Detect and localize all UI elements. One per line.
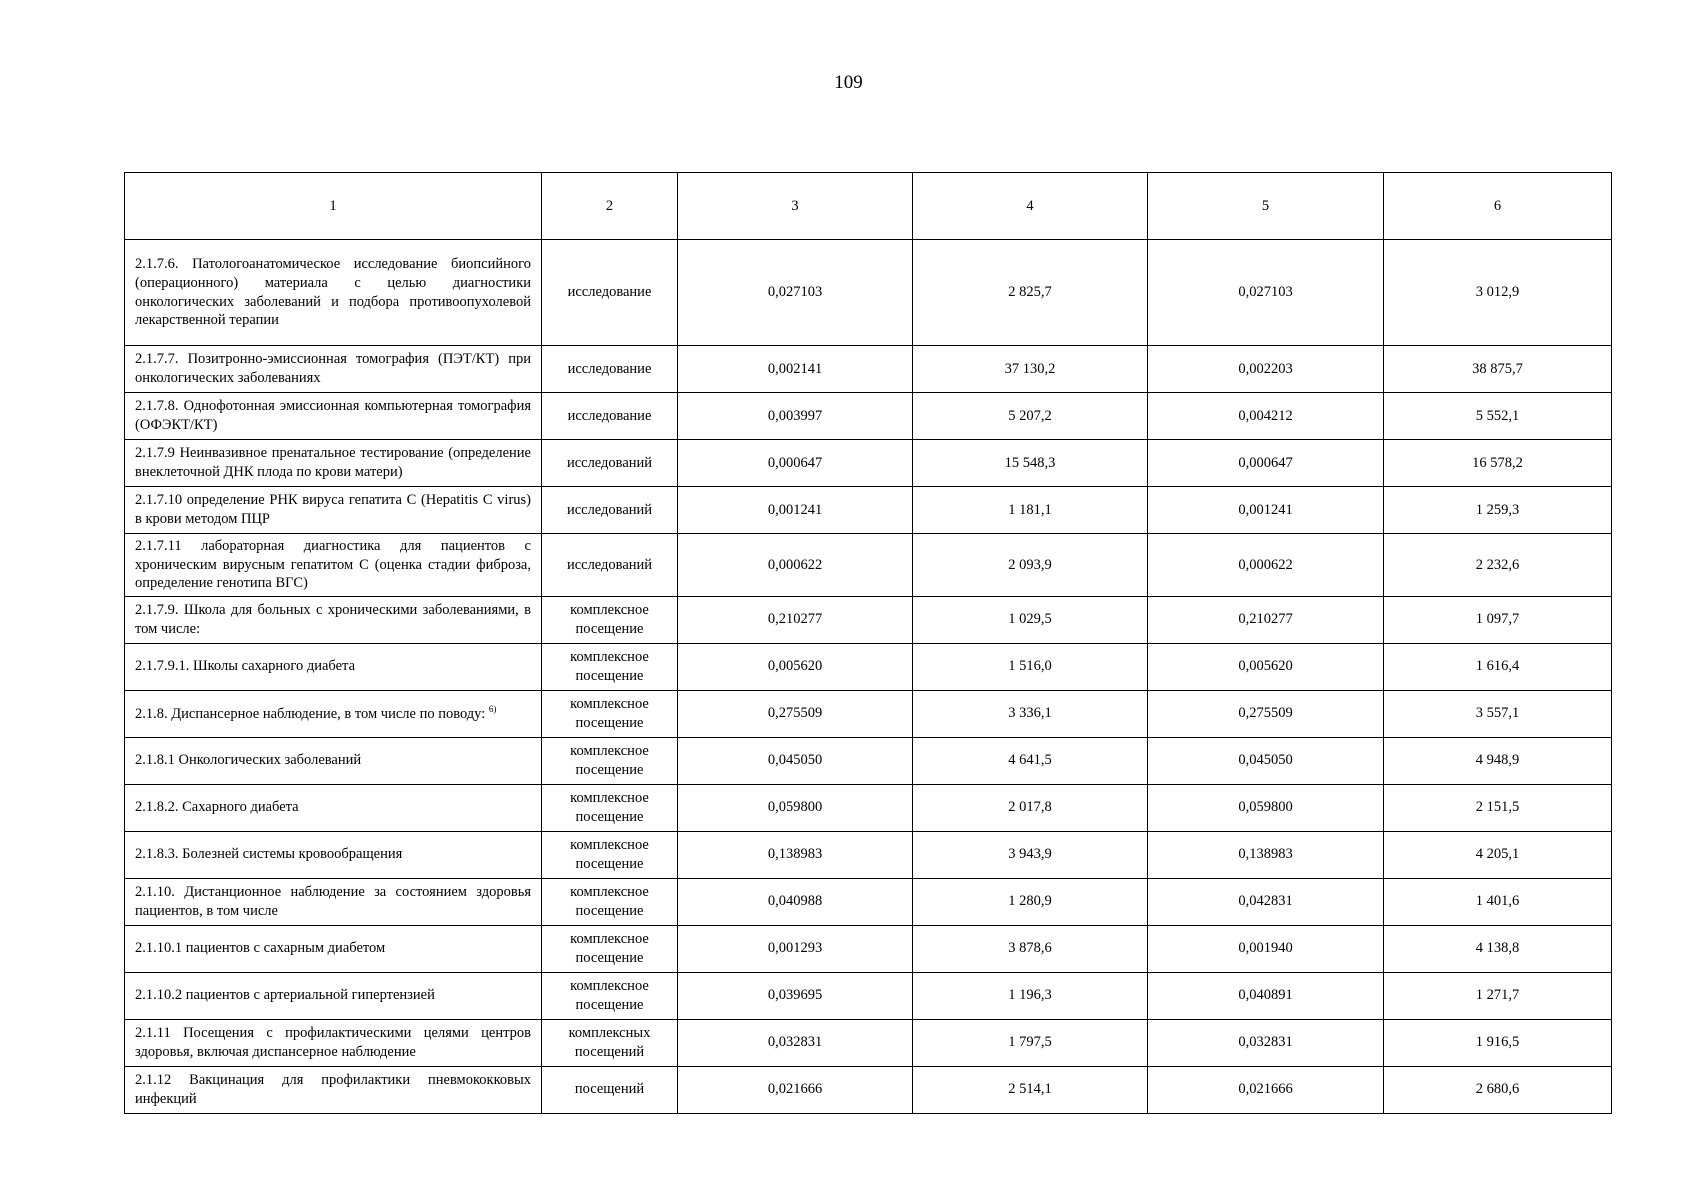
row-value-col5: 0,059800: [1148, 784, 1384, 831]
row-value-col6: 1 401,6: [1384, 878, 1612, 925]
row-value-col6: 3 012,9: [1384, 240, 1612, 346]
page-number: 109: [834, 72, 863, 93]
row-value-col5: 0,005620: [1148, 643, 1384, 690]
column-header: 6: [1384, 173, 1612, 240]
row-value-col6: 16 578,2: [1384, 440, 1612, 487]
row-value-col3: 0,000647: [678, 440, 913, 487]
row-value-col5: 0,001241: [1148, 487, 1384, 534]
table-row: [125, 690, 1612, 737]
row-name-cell: [125, 1066, 542, 1113]
row-value-col4: 3 336,1: [913, 690, 1148, 737]
table-row: [125, 440, 1612, 487]
row-name: 2.1.7.8. Однофотонная эмиссионная компьютерная томография (ОФЭКТ/КТ): [135, 398, 531, 433]
row-unit: комплексное посещение: [542, 643, 678, 690]
row-name: 2.1.7.7. Позитронно-эмиссионная томография (ПЭТ/КТ) при онкологических заболеваниях: [135, 351, 531, 386]
row-value-col6: 4 948,9: [1384, 737, 1612, 784]
row-value-col6: 1 097,7: [1384, 596, 1612, 643]
column-header: 3: [678, 173, 913, 240]
row-name-cell: [125, 784, 542, 831]
row-value-col3: 0,000622: [678, 534, 913, 597]
row-name: 2.1.10.1 пациентов с сахарным диабетом: [135, 940, 386, 957]
row-value-col4: 1 797,5: [913, 1019, 1148, 1066]
row-value-col3: 0,040988: [678, 878, 913, 925]
table-row: [125, 1019, 1612, 1066]
row-unit: комплексное посещение: [542, 690, 678, 737]
row-value-col6: 1 271,7: [1384, 972, 1612, 1019]
row-name: 2.1.8.3. Болезней системы кровообращения: [135, 846, 403, 863]
row-value-col3: 0,210277: [678, 596, 913, 643]
row-name-cell: [125, 643, 542, 690]
row-value-col3: 0,027103: [678, 240, 913, 346]
row-name-cell: [125, 972, 542, 1019]
row-name: 2.1.10.2 пациентов с артериальной гипертензией: [135, 987, 435, 1004]
row-name: 2.1.7.9.1. Школы сахарного диабета: [135, 658, 356, 675]
row-name-cell: [125, 487, 542, 534]
row-unit: комплексное посещение: [542, 596, 678, 643]
table-row: [125, 487, 1612, 534]
row-value-col4: 4 641,5: [913, 737, 1148, 784]
row-value-col5: 0,032831: [1148, 1019, 1384, 1066]
row-name: 2.1.11 Посещения с профилактическими целями центров здоровья, включая диспансерное наблюдение: [135, 1025, 531, 1060]
row-value-col5: 0,021666: [1148, 1066, 1384, 1113]
row-value-col4: 37 130,2: [913, 346, 1148, 393]
row-unit: комплексное посещение: [542, 972, 678, 1019]
row-value-col3: 0,005620: [678, 643, 913, 690]
row-value-col3: 0,032831: [678, 1019, 913, 1066]
row-value-col6: 4 138,8: [1384, 925, 1612, 972]
row-value-col3: 0,003997: [678, 393, 913, 440]
row-name-cell: [125, 737, 542, 784]
row-unit: комплексное посещение: [542, 925, 678, 972]
row-value-col3: 0,059800: [678, 784, 913, 831]
row-value-col6: 3 557,1: [1384, 690, 1612, 737]
row-value-col5: 0,001940: [1148, 925, 1384, 972]
row-value-col4: 3 878,6: [913, 925, 1148, 972]
row-value-col3: 0,001241: [678, 487, 913, 534]
row-unit: исследований: [542, 534, 678, 597]
row-unit: исследований: [542, 440, 678, 487]
row-value-col4: 1 280,9: [913, 878, 1148, 925]
row-value-col4: 1 196,3: [913, 972, 1148, 1019]
row-value-col4: 2 825,7: [913, 240, 1148, 346]
row-name-cell: [125, 925, 542, 972]
row-name: 2.1.10. Дистанционное наблюдение за состоянием здоровья пациентов, в том числе: [135, 884, 531, 919]
column-header: 4: [913, 173, 1148, 240]
row-name: 2.1.7.10 определение РНК вируса гепатита C (Hepatitis C virus) в крови методом ПЦР: [135, 492, 531, 527]
row-name-cell: [125, 440, 542, 487]
row-unit: исследование: [542, 393, 678, 440]
row-value-col5: 0,004212: [1148, 393, 1384, 440]
row-value-col3: 0,021666: [678, 1066, 913, 1113]
table-row: [125, 878, 1612, 925]
table-row: [125, 240, 1612, 346]
column-header: 5: [1148, 173, 1384, 240]
row-name: 2.1.7.6. Патологоанатомическое исследование биопсийного (операционного) материала с целью диагностики онкологических заболеваний и подбора противоопухолевой лекарственной терапии: [135, 256, 531, 329]
table-row: [125, 831, 1612, 878]
row-name: 2.1.12 Вакцинация для профилактики пневмококковых инфекций: [135, 1072, 531, 1107]
row-unit: комплексных посещений: [542, 1019, 678, 1066]
row-value-col5: 0,138983: [1148, 831, 1384, 878]
row-value-col5: 0,000647: [1148, 440, 1384, 487]
row-value-col4: 1 029,5: [913, 596, 1148, 643]
row-name-cell: [125, 831, 542, 878]
row-value-col5: 0,040891: [1148, 972, 1384, 1019]
row-value-col5: 0,275509: [1148, 690, 1384, 737]
row-value-col4: 1 516,0: [913, 643, 1148, 690]
row-name-cell: [125, 534, 542, 597]
row-value-col4: 3 943,9: [913, 831, 1148, 878]
row-value-col4: 1 181,1: [913, 487, 1148, 534]
row-name: 2.1.8.2. Сахарного диабета: [135, 799, 299, 816]
row-value-col3: 0,275509: [678, 690, 913, 737]
row-value-col5: 0,042831: [1148, 878, 1384, 925]
row-value-col3: 0,002141: [678, 346, 913, 393]
row-unit: исследование: [542, 240, 678, 346]
row-value-col6: 38 875,7: [1384, 346, 1612, 393]
row-value-col5: 0,000622: [1148, 534, 1384, 597]
row-value-col3: 0,138983: [678, 831, 913, 878]
table-row: [125, 596, 1612, 643]
table-row: [125, 737, 1612, 784]
row-value-col5: 0,210277: [1148, 596, 1384, 643]
row-value-col6: 2 151,5: [1384, 784, 1612, 831]
row-name: 2.1.7.11 лабораторная диагностика для пациентов с хроническим вирусным гепатитом C (оценка стадии фиброза, определение генотипа ВГС): [135, 538, 531, 592]
row-value-col6: 1 916,5: [1384, 1019, 1612, 1066]
row-value-col4: 2 017,8: [913, 784, 1148, 831]
column-header: 1: [125, 173, 542, 240]
row-value-col5: 0,027103: [1148, 240, 1384, 346]
row-value-col4: 2 093,9: [913, 534, 1148, 597]
table-row: [125, 925, 1612, 972]
table-row: [125, 972, 1612, 1019]
row-value-col5: 0,002203: [1148, 346, 1384, 393]
row-name-cell: [125, 393, 542, 440]
row-value-col6: 2 232,6: [1384, 534, 1612, 597]
row-unit: комплексное посещение: [542, 737, 678, 784]
row-value-col3: 0,001293: [678, 925, 913, 972]
row-value-col4: 2 514,1: [913, 1066, 1148, 1113]
row-value-col6: 1 259,3: [1384, 487, 1612, 534]
row-name-cell: [125, 596, 542, 643]
footnote-marker: 6): [488, 703, 497, 714]
row-name: 2.1.8.1 Онкологических заболеваний: [135, 752, 362, 769]
row-name: 2.1.7.9. Школа для больных с хроническими заболеваниями, в том числе:: [135, 602, 531, 637]
row-value-col6: 1 616,4: [1384, 643, 1612, 690]
row-value-col4: 15 548,3: [913, 440, 1148, 487]
row-unit: комплексное посещение: [542, 878, 678, 925]
table-row: [125, 393, 1612, 440]
table-row: [125, 346, 1612, 393]
row-name-cell: [125, 346, 542, 393]
tariff-table: [124, 172, 1612, 1114]
row-unit: комплексное посещение: [542, 784, 678, 831]
table-row: [125, 643, 1612, 690]
row-unit: посещений: [542, 1066, 678, 1113]
row-value-col4: 5 207,2: [913, 393, 1148, 440]
row-name: 2.1.8. Диспансерное наблюдение, в том числе по поводу:: [135, 705, 486, 722]
row-name-cell: [125, 1019, 542, 1066]
column-header: 2: [542, 173, 678, 240]
row-value-col3: 0,045050: [678, 737, 913, 784]
row-name-cell: [125, 878, 542, 925]
row-value-col6: 4 205,1: [1384, 831, 1612, 878]
row-name: 2.1.7.9 Неинвазивное пренатальное тестирование (определение внеклеточной ДНК плода по крови матери): [135, 445, 531, 480]
row-unit: исследование: [542, 346, 678, 393]
row-name-cell: [125, 240, 542, 346]
row-value-col3: 0,039695: [678, 972, 913, 1019]
table-row: [125, 784, 1612, 831]
row-value-col6: 5 552,1: [1384, 393, 1612, 440]
table-header-row: [125, 173, 1612, 240]
table-row: [125, 534, 1612, 597]
row-unit: исследований: [542, 487, 678, 534]
table-row: [125, 1066, 1612, 1113]
row-name-cell: [125, 690, 542, 737]
row-value-col5: 0,045050: [1148, 737, 1384, 784]
row-unit: комплексное посещение: [542, 831, 678, 878]
row-value-col6: 2 680,6: [1384, 1066, 1612, 1113]
